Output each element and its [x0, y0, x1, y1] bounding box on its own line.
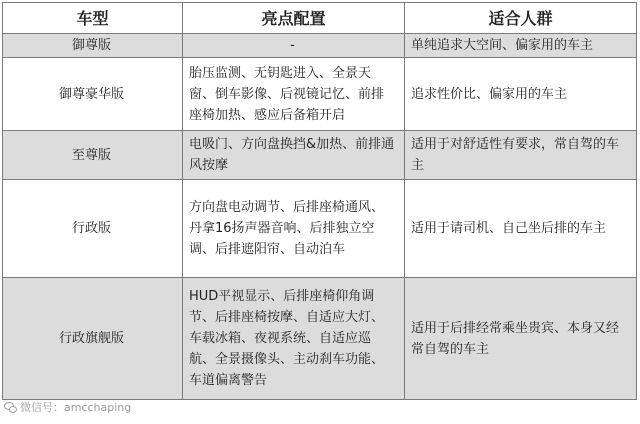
table-row — [3, 131, 637, 180]
table-row — [3, 58, 637, 131]
table-row — [3, 34, 637, 58]
model-name: 行政旗舰版 — [3, 278, 183, 400]
model-name: 行政版 — [3, 180, 183, 278]
wechat-icon — [4, 402, 16, 412]
target-audience: 追求性价比、偏家用的车主 — [405, 58, 637, 131]
wechat-watermark — [4, 399, 131, 415]
comparison-table-wrap — [2, 2, 636, 400]
target-audience: 适用于对舒适性有要求，常自驾的车主 — [405, 131, 637, 180]
feature-list: HUD平视显示、后排座椅仰角调节、后排座椅按摩、自适应大灯、车载冰箱、夜视系统、自适应巡航、全景摄像头、主动刹车功能、车道偏离警告 — [183, 278, 405, 400]
watermark-text: 微信号：amcchaping — [20, 401, 132, 414]
model-name: 御尊版 — [3, 34, 183, 58]
feature-list: 胎压监测、无钥匙进入、全景天窗、倒车影像、后视镜记忆、前排座椅加热、感应后备箱开启 — [183, 58, 405, 131]
table-row — [3, 180, 637, 278]
header-audience: 适合人群 — [405, 3, 637, 34]
target-audience: 适用于请司机、自己坐后排的车主 — [405, 180, 637, 278]
feature-list: 方向盘电动调节、后排座椅通风、丹拿16扬声器音响、后排独立空调、后排遮阳帘、自动泊车 — [183, 180, 405, 278]
feature-list: 电吸门、方向盘换挡&加热、前排通风按摩 — [183, 131, 405, 180]
feature-list: - — [183, 34, 405, 58]
trim-comparison-table — [2, 2, 637, 400]
model-name: 御尊豪华版 — [3, 58, 183, 131]
model-name: 至尊版 — [3, 131, 183, 180]
table-row — [3, 278, 637, 400]
table-header-row — [3, 3, 637, 34]
header-model: 车型 — [3, 3, 183, 34]
header-features: 亮点配置 — [183, 3, 405, 34]
target-audience: 单纯追求大空间、偏家用的车主 — [405, 34, 637, 58]
target-audience: 适用于后排经常乘坐贵宾、本身又经常自驾的车主 — [405, 278, 637, 400]
